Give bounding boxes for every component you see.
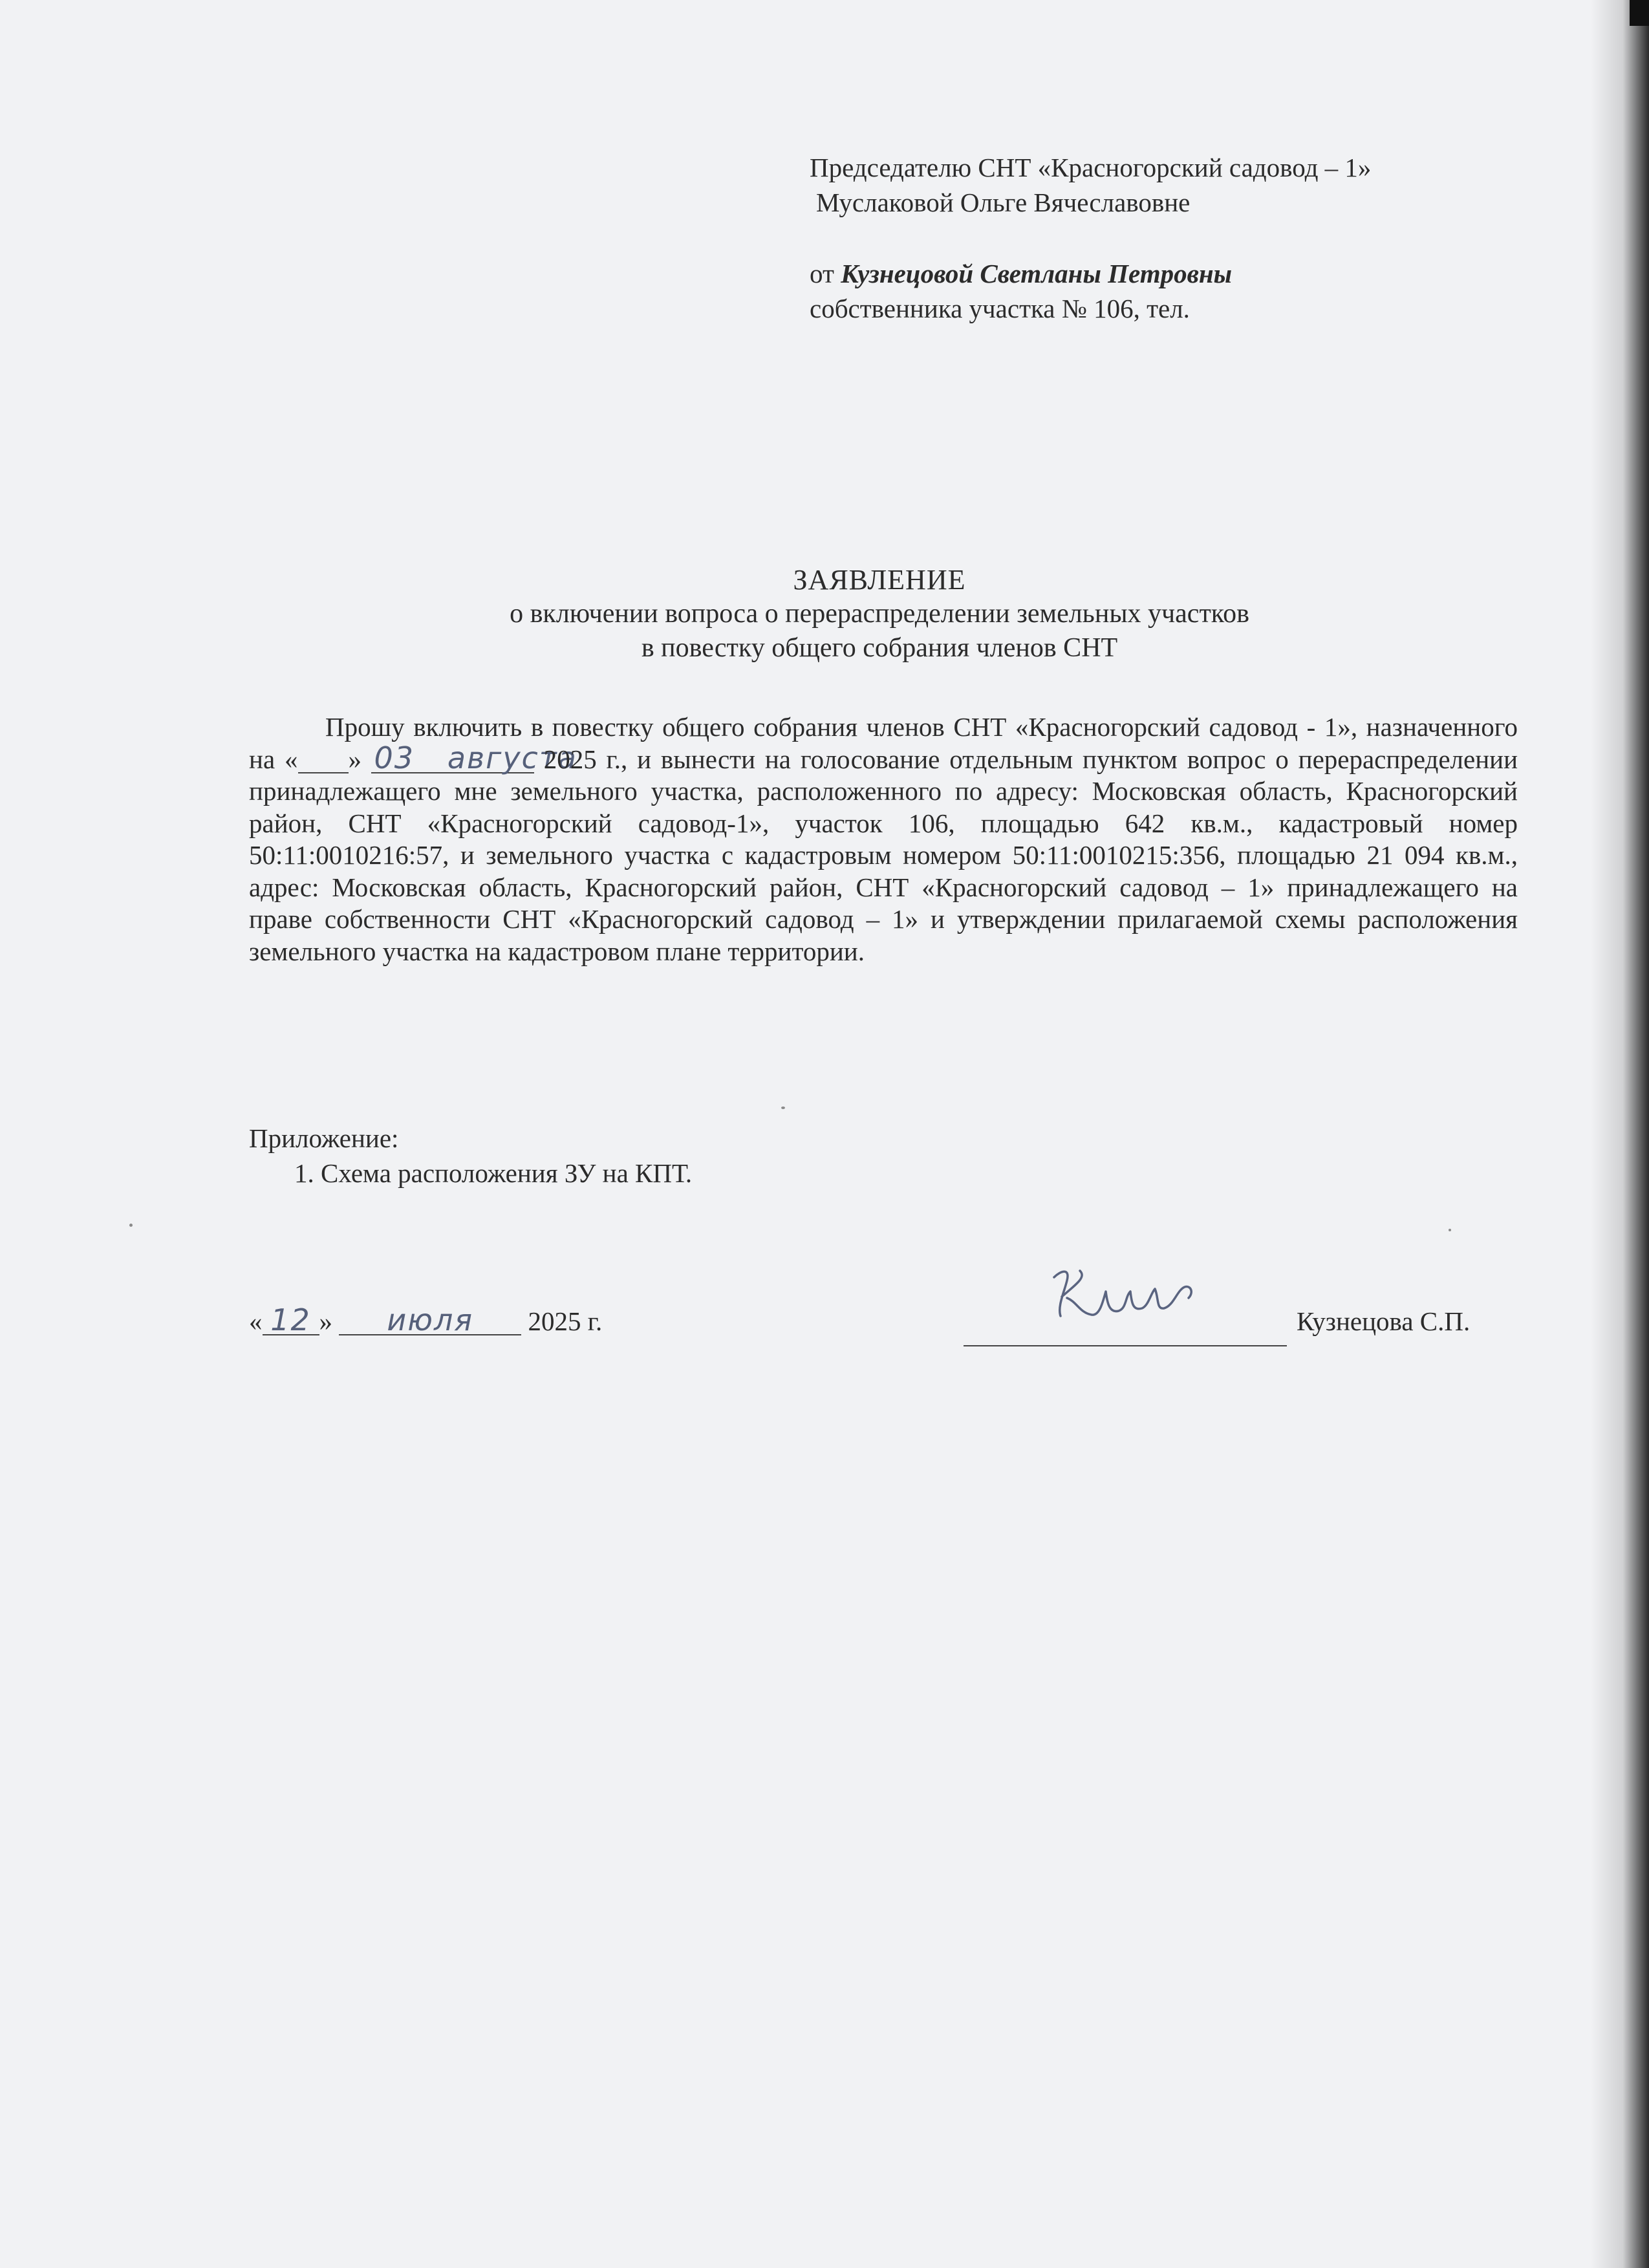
scan-speck [781, 1107, 785, 1109]
addressee-name: Муслаковой Ольге Вячеславовне [816, 188, 1191, 217]
sender-line [810, 256, 1553, 291]
sender-owner-info: собственника участка № 106, тел. [810, 294, 1190, 323]
meeting-month-blank [371, 740, 577, 775]
request-text-start: Прошу включить в повестку общего собрания членов СНТ «Красногорский садовод - 1», назначенного на « [249, 712, 1518, 774]
meeting-month-handwritten: августа [447, 740, 577, 775]
meeting-day-blank [298, 740, 415, 775]
scan-speck [1449, 1229, 1451, 1231]
date-month-blank [339, 1302, 521, 1337]
date-day-handwritten: 12 [270, 1302, 311, 1337]
appendix-block [249, 1121, 692, 1191]
request-body [249, 711, 1518, 967]
date-day-blank [263, 1302, 319, 1337]
scan-speck [129, 1224, 133, 1227]
sender-prefix: от [810, 259, 841, 288]
request-text-sep: » [348, 744, 371, 774]
document-title-block [246, 563, 1513, 665]
request-text-rest: 2025 г., и вынести на голосование отдельным пунктом вопрос о перераспределении принадлежащего мне земельного участка, расположенного по адресу: Московская область, Красногорский район, СНТ «Красногорский садовод-1», участок 106, площадью 642 кв.м., кадастровый номер 50:11:0010216:57, и земельного участка с кадастровым номером 50:11:0010215:356, площадью 21 094 кв.м., адрес: Московская область, Красногорский район, СНТ «Красногорский садовод – 1» принадлежащего на праве собственности СНТ «Красногорский садовод – 1» и утверждении прилагаемой схемы расположения земельного участка на кадастровом плане территории. [249, 744, 1518, 966]
signature-date [249, 1304, 602, 1339]
document-subtitle-2: в повестку общего собрания членов СНТ [641, 633, 1118, 663]
date-open-quote: « [249, 1306, 263, 1336]
appendix-heading: Приложение: [249, 1123, 399, 1153]
addressee-title: Председателю СНТ «Красногорский садовод – 1» [810, 153, 1372, 182]
scan-edge-shadow [1591, 0, 1649, 2268]
appendix-item: 1. Схема расположения ЗУ на КПТ. [294, 1158, 693, 1188]
meeting-day-handwritten: 03 [374, 740, 415, 775]
addressee-block [810, 150, 1553, 326]
request-paragraph [249, 711, 1518, 967]
signatory-name: Кузнецова С.П. [1297, 1306, 1471, 1336]
date-year: 2025 г. [521, 1306, 603, 1336]
handwritten-signature [1041, 1251, 1222, 1335]
signature-line [964, 1345, 1287, 1346]
date-month-handwritten: июля [387, 1302, 474, 1337]
document-subtitle-1: о включении вопроса о перераспределении земельных участков [510, 599, 1249, 629]
date-close-quote: » [319, 1306, 339, 1336]
document-title: ЗАЯВЛЕНИЕ [793, 564, 966, 596]
sender-name: Кузнецовой Светланы Петровны [841, 259, 1233, 288]
